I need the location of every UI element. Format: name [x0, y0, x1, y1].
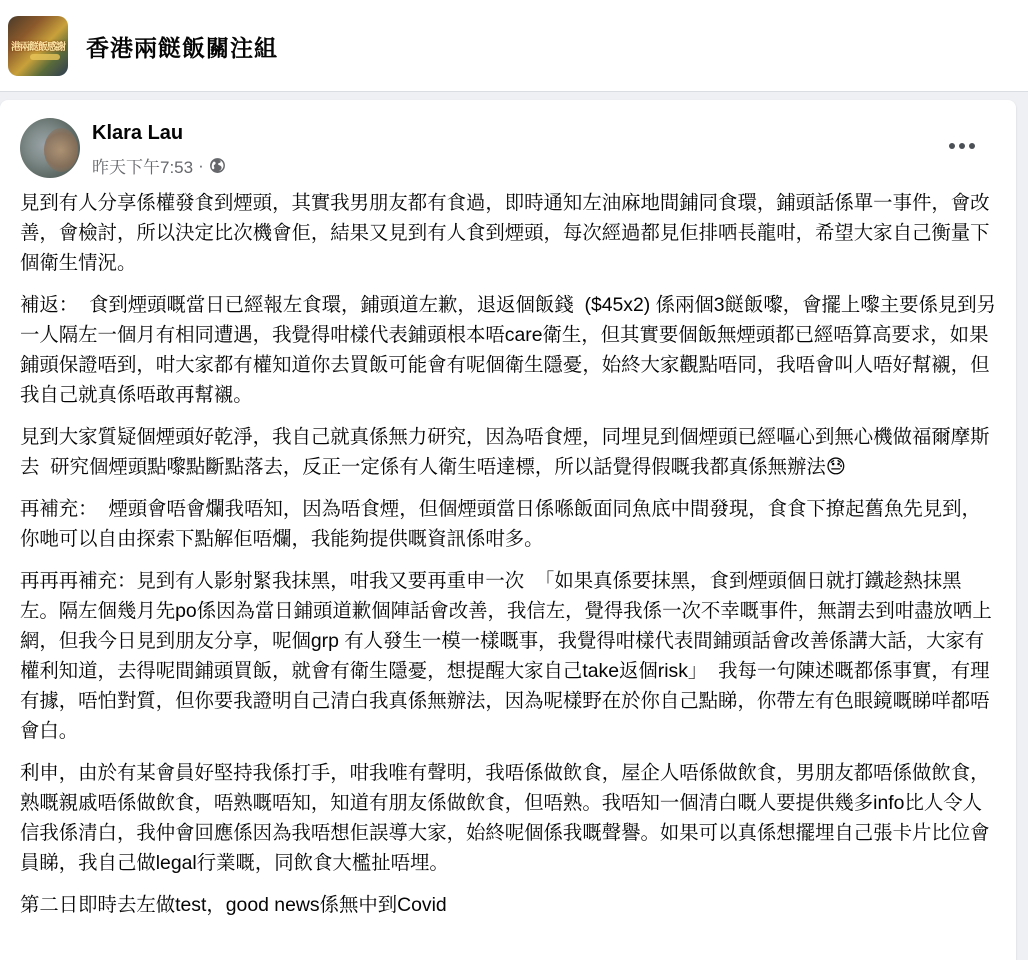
more-options-button[interactable]: [944, 130, 980, 162]
post-body: [20, 188, 1001, 932]
post-paragraph: 利申，由於有某會員好堅持我係打手，咁我唯有聲明，我唔係做飲食，屋企人唔係做飲食，男朋友都唔係做飲食，熟嘅親戚唔係做飲食，唔熟嘅唔知，知道有朋友係做飲食，但唔熟。我唔知一個清白嘅人要提供幾多info比人令人信我係清白，我仲會回應係因為我唔想佢誤導大家，始終呢個係我嘅聲譽。如果可以真係想擺埋自己張卡片比位會員睇，我自己做legal行業嘅，同飲食大檻扯唔埋。: [20, 762, 990, 874]
author-avatar[interactable]: [20, 118, 80, 178]
globe-icon[interactable]: [209, 157, 226, 174]
post-card: [0, 100, 1016, 960]
post-paragraph: 第二日即時去左做test，good news係無中到Covid: [20, 894, 447, 916]
meta-separator: ·: [198, 155, 204, 175]
more-dot-icon: [959, 143, 965, 149]
post-paragraph: 再再再補充：見到有人影射緊我抹黑，咁我又要再重申一次 「如果真係要抹黑，食到煙頭個日就打鐵趁熱抹黑左。隔左個幾月先po係因為當日鋪頭道歉個陣話會改善，我信左，覺得我係一次不幸嘅事件，無謂去到咁盡放哂上網，但我今日見到朋友分享，呢個grp 有人發生一模一樣嘅事，我覺得咁樣代表間鋪頭話會改善係講大話，大家有權利知道，去得呢間鋪頭買飯，就會有衛生隱憂，想提醒大家自己take返個risk」 我每一句陳述嘅都係事實，有理有據，唔怕對質，但你要我證明自己清白我真係無辦法，因為呢樣野在於你自己點睇，你帶左有色眼鏡嘅睇咩都唔會白。: [20, 570, 992, 742]
post-paragraph: 見到大家質疑個煙頭好乾淨，我自己就真係無力研究，因為唔食煙，同埋見到個煙頭已經嘔心到無心機做福爾摩斯去 研究個煙頭點嚟點斷點落去，反正一定係有人衛生唔達標，所以話覺得假嘅我都真係無辦法😓: [20, 426, 990, 478]
author-name[interactable]: Klara Lau: [92, 122, 184, 144]
group-avatar-decoration: [30, 54, 60, 60]
more-dot-icon: [949, 143, 955, 149]
post-paragraph: 補返： 食到煙頭嘅當日已經報左食環，鋪頭道左歉，退返個飯錢 ($45x2) 係兩個3餸飯嚟，會擺上嚟主要係見到另一人隔左一個月有相同遭遇，我覺得咁樣代表鋪頭根本唔care衛生，但其實要個飯無煙頭都已經唔算高要求，如果鋪頭保證唔到，咁大家都有權知道你去買飯可能會有呢個衛生隱憂，始終大家觀點唔同，我唔會叫人唔好幫襯，但我自己就真係唔敢再幫襯。: [20, 294, 997, 406]
group-name[interactable]: 香港兩餸飯關注組: [86, 35, 278, 61]
avatar-photo: [44, 128, 78, 172]
post-timestamp[interactable]: 昨天下午7:53: [92, 158, 194, 177]
group-avatar[interactable]: [8, 16, 68, 76]
post-paragraph: 再補充： 煙頭會唔會爛我唔知，因為唔食煙，但個煙頭當日係喺飯面同魚底中間發現，食食下撩起舊魚先見到，你哋可以自由探索下點解佢唔爛，我能夠提供嘅資訊係咁多。: [20, 498, 981, 550]
group-header: [0, 0, 1028, 92]
post-paragraph: 見到有人分享係權發食到煙頭，其實我男朋友都有食過，即時通知左油麻地間鋪同食環，鋪頭話係單一事件，會改善，會檢討，所以決定比次機會佢，結果又見到有人食到煙頭，每次經過都見佢排哂長龍咁，希望大家自己衡量下 個衛生情況。: [20, 192, 1001, 274]
post-meta: [92, 153, 226, 178]
more-dot-icon: [969, 143, 975, 149]
group-avatar-text: 港兩餸飯感謝: [11, 42, 65, 53]
